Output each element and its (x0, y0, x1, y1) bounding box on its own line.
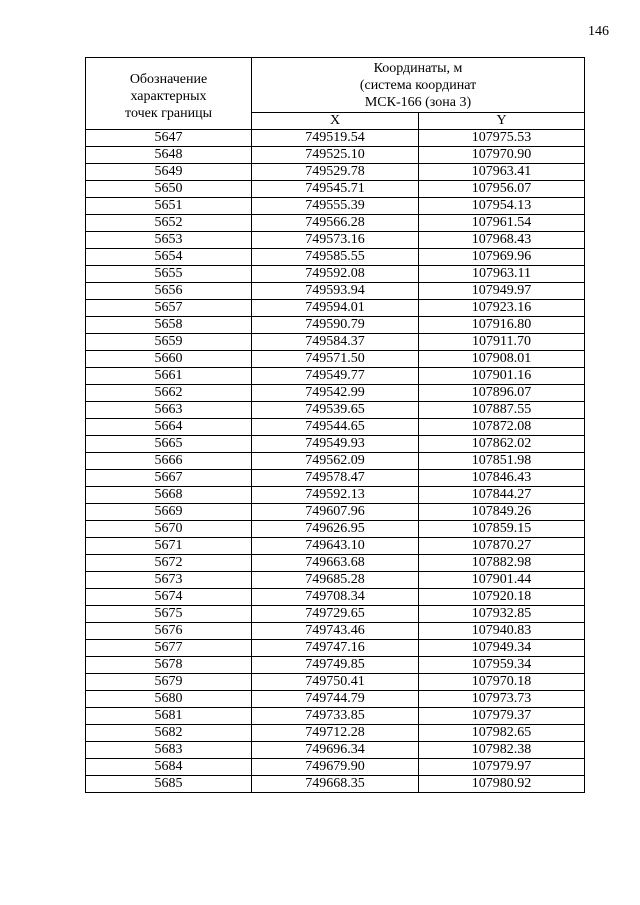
x-coordinate-cell: 749607.96 (252, 504, 419, 521)
point-id-cell: 5673 (86, 572, 252, 589)
y-coordinate-cell: 107949.34 (419, 640, 585, 657)
point-id-cell: 5683 (86, 742, 252, 759)
point-id-cell: 5652 (86, 215, 252, 232)
table-row (86, 776, 585, 793)
x-coordinate-cell: 749593.94 (252, 283, 419, 300)
point-id-cell: 5670 (86, 521, 252, 538)
point-id-cell: 5665 (86, 436, 252, 453)
x-coordinate-cell: 749594.01 (252, 300, 419, 317)
table-row (86, 589, 585, 606)
x-coordinate-cell: 749592.13 (252, 487, 419, 504)
x-coordinate-cell: 749744.79 (252, 691, 419, 708)
header-designation-line: Обозначение (129, 71, 208, 87)
point-id-cell: 5653 (86, 232, 252, 249)
point-id-cell: 5661 (86, 368, 252, 385)
table-row (86, 470, 585, 487)
table-row (86, 436, 585, 453)
y-coordinate-cell: 107970.18 (419, 674, 585, 691)
header-designation (86, 58, 252, 130)
table-row (86, 725, 585, 742)
x-coordinate-cell: 749544.65 (252, 419, 419, 436)
x-coordinate-cell: 749696.34 (252, 742, 419, 759)
x-coordinate-cell: 749747.16 (252, 640, 419, 657)
x-coordinate-cell: 749749.85 (252, 657, 419, 674)
point-id-cell: 5676 (86, 623, 252, 640)
x-coordinate-cell: 749590.79 (252, 317, 419, 334)
point-id-cell: 5647 (86, 130, 252, 147)
header-coordinates-line: (система координат (359, 77, 477, 93)
point-id-cell: 5650 (86, 181, 252, 198)
table-row (86, 351, 585, 368)
point-id-cell: 5679 (86, 674, 252, 691)
x-coordinate-cell: 749573.16 (252, 232, 419, 249)
y-coordinate-cell: 107954.13 (419, 198, 585, 215)
point-id-cell: 5663 (86, 402, 252, 419)
y-coordinate-cell: 107982.38 (419, 742, 585, 759)
table-row (86, 266, 585, 283)
x-coordinate-cell: 749539.65 (252, 402, 419, 419)
y-coordinate-cell: 107846.43 (419, 470, 585, 487)
y-coordinate-cell: 107963.41 (419, 164, 585, 181)
header-designation-line: характерных (130, 88, 207, 104)
page-number: 146 (588, 24, 609, 39)
x-coordinate-cell: 749643.10 (252, 538, 419, 555)
y-coordinate-cell: 107949.97 (419, 283, 585, 300)
coordinates-table (85, 57, 585, 793)
table-row (86, 181, 585, 198)
point-id-cell: 5675 (86, 606, 252, 623)
point-id-cell: 5669 (86, 504, 252, 521)
table-row (86, 249, 585, 266)
point-id-cell: 5685 (86, 776, 252, 793)
x-coordinate-cell: 749529.78 (252, 164, 419, 181)
x-coordinate-cell: 749549.93 (252, 436, 419, 453)
y-coordinate-cell: 107911.70 (419, 334, 585, 351)
table-row (86, 504, 585, 521)
x-coordinate-cell: 749708.34 (252, 589, 419, 606)
table-row (86, 538, 585, 555)
y-coordinate-cell: 107973.73 (419, 691, 585, 708)
x-coordinate-cell: 749571.50 (252, 351, 419, 368)
table-row (86, 317, 585, 334)
table-row (86, 708, 585, 725)
table-row (86, 555, 585, 572)
table-row (86, 147, 585, 164)
point-id-cell: 5656 (86, 283, 252, 300)
point-id-cell: 5672 (86, 555, 252, 572)
x-coordinate-cell: 749712.28 (252, 725, 419, 742)
y-coordinate-cell: 107970.90 (419, 147, 585, 164)
table-row (86, 130, 585, 147)
table-row (86, 759, 585, 776)
table-row (86, 691, 585, 708)
point-id-cell: 5668 (86, 487, 252, 504)
table-header (86, 58, 585, 130)
table-row (86, 419, 585, 436)
point-id-cell: 5654 (86, 249, 252, 266)
y-coordinate-cell: 107980.92 (419, 776, 585, 793)
y-coordinate-cell: 107975.53 (419, 130, 585, 147)
point-id-cell: 5648 (86, 147, 252, 164)
table-row (86, 674, 585, 691)
y-coordinate-cell: 107940.83 (419, 623, 585, 640)
point-id-cell: 5659 (86, 334, 252, 351)
point-id-cell: 5657 (86, 300, 252, 317)
y-coordinate-cell: 107896.07 (419, 385, 585, 402)
x-coordinate-cell: 749750.41 (252, 674, 419, 691)
point-id-cell: 5658 (86, 317, 252, 334)
x-coordinate-cell: 749733.85 (252, 708, 419, 725)
x-coordinate-cell: 749549.77 (252, 368, 419, 385)
table-row (86, 164, 585, 181)
y-coordinate-cell: 107932.85 (419, 606, 585, 623)
y-coordinate-cell: 107959.34 (419, 657, 585, 674)
table-row (86, 623, 585, 640)
x-coordinate-cell: 749685.28 (252, 572, 419, 589)
x-coordinate-cell: 749562.09 (252, 453, 419, 470)
y-coordinate-cell: 107882.98 (419, 555, 585, 572)
x-coordinate-cell: 749542.99 (252, 385, 419, 402)
y-coordinate-cell: 107849.26 (419, 504, 585, 521)
x-coordinate-cell: 749578.47 (252, 470, 419, 487)
x-coordinate-cell: 749743.46 (252, 623, 419, 640)
point-id-cell: 5682 (86, 725, 252, 742)
x-coordinate-cell: 749555.39 (252, 198, 419, 215)
point-id-cell: 5649 (86, 164, 252, 181)
y-coordinate-cell: 107956.07 (419, 181, 585, 198)
y-coordinate-cell: 107979.37 (419, 708, 585, 725)
table-row (86, 283, 585, 300)
point-id-cell: 5655 (86, 266, 252, 283)
table-row (86, 657, 585, 674)
y-coordinate-cell: 107872.08 (419, 419, 585, 436)
point-id-cell: 5662 (86, 385, 252, 402)
y-coordinate-cell: 107923.16 (419, 300, 585, 317)
x-coordinate-cell: 749584.37 (252, 334, 419, 351)
point-id-cell: 5677 (86, 640, 252, 657)
point-id-cell: 5674 (86, 589, 252, 606)
y-coordinate-cell: 107979.97 (419, 759, 585, 776)
y-coordinate-cell: 107982.65 (419, 725, 585, 742)
point-id-cell: 5678 (86, 657, 252, 674)
header-coordinates-line: МСК-166 (зона 3) (364, 94, 472, 110)
table-row (86, 334, 585, 351)
table-row (86, 402, 585, 419)
table-row (86, 385, 585, 402)
y-coordinate-cell: 107901.16 (419, 368, 585, 385)
table-row (86, 198, 585, 215)
point-id-cell: 5651 (86, 198, 252, 215)
point-id-cell: 5680 (86, 691, 252, 708)
y-coordinate-cell: 107916.80 (419, 317, 585, 334)
table-row (86, 300, 585, 317)
header-coordinates (252, 58, 585, 113)
point-id-cell: 5660 (86, 351, 252, 368)
y-coordinate-cell: 107870.27 (419, 538, 585, 555)
table-row (86, 232, 585, 249)
header-x: X (252, 113, 419, 130)
y-coordinate-cell: 107862.02 (419, 436, 585, 453)
header-coordinates-line: Координаты, м (373, 60, 463, 76)
table-row (86, 487, 585, 504)
point-id-cell: 5667 (86, 470, 252, 487)
y-coordinate-cell: 107851.98 (419, 453, 585, 470)
header-y: Y (419, 113, 585, 130)
x-coordinate-cell: 749626.95 (252, 521, 419, 538)
x-coordinate-cell: 749566.28 (252, 215, 419, 232)
y-coordinate-cell: 107844.27 (419, 487, 585, 504)
table-row (86, 215, 585, 232)
x-coordinate-cell: 749668.35 (252, 776, 419, 793)
x-coordinate-cell: 749519.54 (252, 130, 419, 147)
table-row (86, 368, 585, 385)
x-coordinate-cell: 749545.71 (252, 181, 419, 198)
y-coordinate-cell: 107963.11 (419, 266, 585, 283)
point-id-cell: 5684 (86, 759, 252, 776)
x-coordinate-cell: 749663.68 (252, 555, 419, 572)
x-coordinate-cell: 749525.10 (252, 147, 419, 164)
table-row (86, 606, 585, 623)
y-coordinate-cell: 107968.43 (419, 232, 585, 249)
header-designation-line: точек границы (125, 105, 212, 121)
y-coordinate-cell: 107920.18 (419, 589, 585, 606)
y-coordinate-cell: 107908.01 (419, 351, 585, 368)
point-id-cell: 5681 (86, 708, 252, 725)
y-coordinate-cell: 107969.96 (419, 249, 585, 266)
table-row (86, 453, 585, 470)
y-coordinate-cell: 107859.15 (419, 521, 585, 538)
x-coordinate-cell: 749592.08 (252, 266, 419, 283)
table-row (86, 640, 585, 657)
y-coordinate-cell: 107887.55 (419, 402, 585, 419)
table-row (86, 572, 585, 589)
point-id-cell: 5666 (86, 453, 252, 470)
x-coordinate-cell: 749729.65 (252, 606, 419, 623)
x-coordinate-cell: 749585.55 (252, 249, 419, 266)
table-body (86, 130, 585, 793)
x-coordinate-cell: 749679.90 (252, 759, 419, 776)
table-row (86, 742, 585, 759)
point-id-cell: 5664 (86, 419, 252, 436)
y-coordinate-cell: 107961.54 (419, 215, 585, 232)
point-id-cell: 5671 (86, 538, 252, 555)
y-coordinate-cell: 107901.44 (419, 572, 585, 589)
table-row (86, 521, 585, 538)
